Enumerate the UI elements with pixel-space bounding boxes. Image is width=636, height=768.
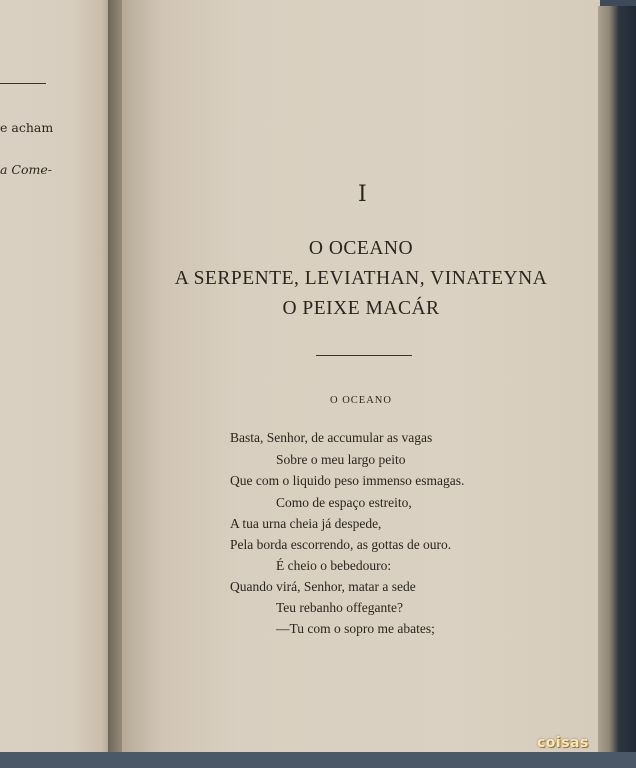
left-page (0, 0, 120, 756)
chapter-numeral: I (358, 182, 367, 207)
verse-line: Sobre o meu largo peito (276, 452, 406, 467)
bottom-band (0, 752, 636, 768)
left-page-line-2: a Come- (0, 162, 52, 177)
verse-line: Como de espaço estreito, (276, 495, 412, 510)
verse-line: Que com o liquido peso immenso esmagas. (230, 473, 465, 488)
chapter-title-line-2: A SERPENTE, LEVIATHAN, VINATEYNA (174, 268, 548, 289)
verse-line: Pela borda escorrendo, as gottas de ouro. (230, 537, 452, 552)
right-page (122, 0, 600, 752)
verse-line: É cheio o bebedouro: (276, 558, 392, 573)
verse-line: —Tu com o sopro me abates; (276, 621, 435, 636)
chapter-title-line-3: O PEIXE MACÁR (282, 298, 440, 319)
verse-line: Teu rebanho offegante? (276, 600, 403, 615)
verse-line: Basta, Senhor, de accumular as vagas (230, 430, 433, 445)
page-edge (598, 6, 636, 756)
title-divider (316, 355, 412, 356)
watermark-logo: coisas (537, 735, 589, 751)
chapter-title-line-1: O OCEANO (308, 238, 414, 259)
verse-line: A tua urna cheia já despede, (230, 516, 382, 531)
left-page-rule (0, 83, 46, 84)
verse-line: Quando virá, Senhor, matar a sede (230, 579, 416, 594)
left-page-line-1: e acham (0, 120, 54, 135)
section-title: O OCEANO (330, 395, 392, 406)
